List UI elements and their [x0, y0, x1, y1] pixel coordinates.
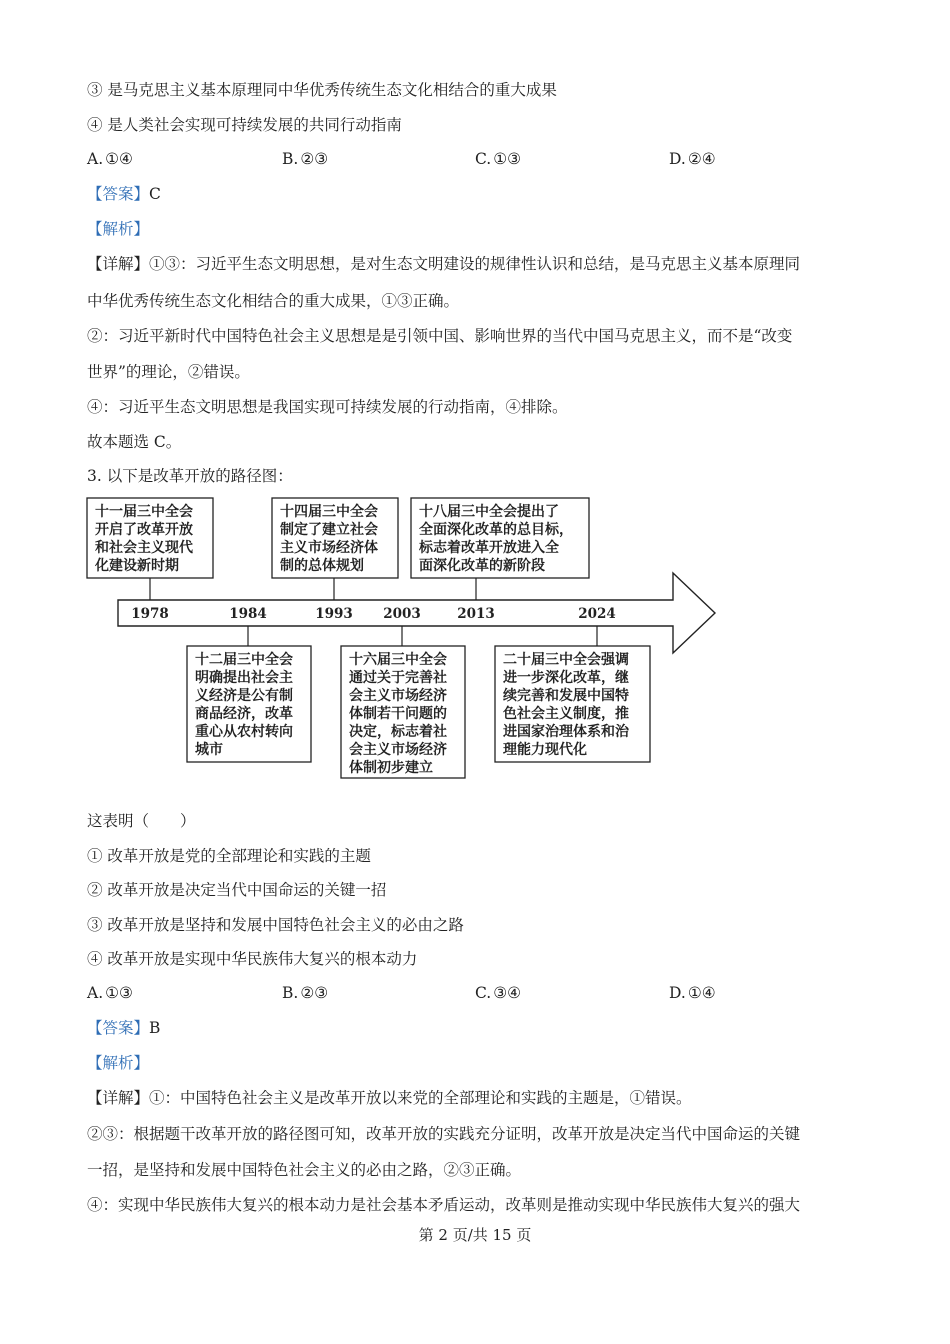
q3-option-d[interactable]: D. ①④ — [669, 984, 716, 1002]
detail-line-1: 【详解】①③：习近平生态文明思想，是对生态文明建设的规律性认识和总结，是马克思主义基本原理同 — [87, 255, 801, 273]
svg-text:开启了改革开放: 开启了改革开放 — [95, 522, 193, 538]
answer-tag: 【答案】 — [87, 185, 150, 203]
option-b[interactable]: B. ②③ — [282, 150, 329, 168]
svg-text:制的总体规划: 制的总体规划 — [280, 558, 364, 574]
option-a[interactable]: A. ①④ — [87, 150, 133, 168]
statement-3: ③ 是马克思主义基本原理同中华优秀传统生态文化相结合的重大成果 — [87, 81, 557, 99]
q3-statement-2: ② 改革开放是决定当代中国命运的关键一招 — [87, 881, 387, 899]
svg-text:化建设新时期: 化建设新时期 — [95, 558, 179, 574]
event-box-2013 — [411, 498, 589, 578]
svg-text:城市: 城市 — [195, 742, 223, 758]
svg-text:会主义市场经济: 会主义市场经济 — [349, 742, 447, 758]
svg-text:续完善和发展中国特: 续完善和发展中国特 — [503, 688, 629, 704]
q3-statement-4: ④ 改革开放是实现中华民族伟大复兴的根本动力 — [87, 950, 418, 968]
event-box-1978 — [87, 498, 213, 578]
svg-text:会主义市场经济: 会主义市场经济 — [349, 688, 447, 704]
option-c[interactable]: C. ①③ — [475, 150, 522, 168]
svg-text:明确提出社会主: 明确提出社会主 — [195, 670, 293, 686]
q3-statement-3: ③ 改革开放是坚持和发展中国特色社会主义的必由之路 — [87, 916, 464, 934]
q3-statement-1: ① 改革开放是党的全部理论和实践的主题 — [87, 847, 371, 865]
q3-option-c[interactable]: C. ③④ — [475, 984, 522, 1002]
detail-line-4: 世界”的理论，②错误。 — [87, 363, 250, 381]
svg-text:面深化改革的新阶段: 面深化改革的新阶段 — [419, 558, 545, 574]
statement-4: ④ 是人类社会实现可持续发展的共同行动指南 — [87, 116, 402, 134]
svg-text:决定，标志着社: 决定，标志着社 — [349, 724, 447, 740]
svg-text:通过关于完善社: 通过关于完善社 — [349, 670, 447, 686]
q3-options — [87, 983, 867, 1003]
year-1993: 1993 — [315, 606, 353, 622]
q3-analysis-tag: 【解析】 — [87, 1054, 150, 1072]
detail-line-6: 故本题选 C。 — [87, 433, 182, 451]
svg-text:主义市场经济体: 主义市场经济体 — [280, 540, 378, 556]
event-box-1984 — [187, 646, 311, 762]
year-2003: 2003 — [383, 606, 421, 622]
svg-text:商品经济，改革: 商品经济，改革 — [195, 706, 293, 722]
q3-detail-line-4: ④：实现中华民族伟大复兴的根本动力是社会基本矛盾运动，改革则是推动实现中华民族伟大复兴的强大 — [87, 1196, 801, 1214]
q3-detail-line-3: 一招，是坚持和发展中国特色社会主义的必由之路，②③正确。 — [87, 1161, 522, 1179]
year-1984: 1984 — [229, 606, 267, 622]
svg-text:十四届三中全会: 十四届三中全会 — [280, 504, 378, 520]
svg-text:和社会主义现代: 和社会主义现代 — [95, 540, 193, 556]
q3-answer-tag: 【答案】 — [87, 1019, 150, 1037]
svg-text:理能力现代化: 理能力现代化 — [503, 742, 587, 758]
svg-text:色社会主义制度，推: 色社会主义制度，推 — [503, 706, 629, 722]
detail-line-3: ②：习近平新时代中国特色社会主义思想是是引领中国、影响世界的当代中国马克思主义，而不是“改变 — [87, 327, 793, 345]
svg-text:制定了建立社会: 制定了建立社会 — [280, 522, 378, 538]
svg-text:体制若干问题的: 体制若干问题的 — [349, 706, 447, 722]
svg-text:进国家治理体系和治: 进国家治理体系和治 — [503, 724, 629, 740]
question-3-stem: 3. 以下是改革开放的路径图： — [87, 467, 293, 485]
year-2024: 2024 — [578, 606, 616, 622]
year-2013: 2013 — [457, 606, 495, 622]
q3-answer-value: B — [149, 1019, 161, 1037]
q3-detail-tag: 【详解】 — [87, 1089, 150, 1107]
answer-value: C — [149, 185, 161, 203]
svg-text:二十届三中全会强调: 二十届三中全会强调 — [503, 652, 629, 668]
q3-option-a[interactable]: A. ①③ — [87, 984, 133, 1002]
svg-text:十二届三中全会: 十二届三中全会 — [195, 652, 293, 668]
detail-line-5: ④：习近平生态文明思想是我国实现可持续发展的行动指南，④排除。 — [87, 398, 568, 416]
svg-text:十六届三中全会: 十六届三中全会 — [349, 652, 447, 668]
svg-text:重心从农村转向: 重心从农村转向 — [195, 724, 293, 740]
svg-text:标志着改革开放进入全: 标志着改革开放进入全 — [419, 540, 559, 556]
svg-text:进一步深化改革，继: 进一步深化改革，继 — [503, 670, 629, 686]
q3-detail-line-2: ②③：根据题干改革开放的路径图可知，改革开放的实践充分证明，改革开放是决定当代中国命运的关键 — [87, 1125, 801, 1143]
svg-text:十一届三中全会: 十一届三中全会 — [95, 504, 193, 520]
event-box-1993 — [272, 498, 398, 578]
event-box-2024 — [495, 646, 650, 762]
question-3-prompt: 这表明（ ） — [87, 812, 196, 830]
svg-text:义经济是公有制: 义经济是公有制 — [195, 688, 293, 704]
option-d[interactable]: D. ②④ — [669, 150, 716, 168]
q3-option-b[interactable]: B. ②③ — [282, 984, 329, 1002]
analysis-tag: 【解析】 — [87, 220, 150, 238]
detail-tag: 【详解】 — [87, 255, 150, 273]
q3-answer-line — [87, 1018, 160, 1038]
svg-text:体制初步建立: 体制初步建立 — [349, 760, 433, 776]
detail-line-2: 中华优秀传统生态文化相结合的重大成果，①③正确。 — [87, 292, 460, 310]
event-box-2003 — [341, 646, 465, 778]
page-footer: 第 2 页/共 15 页 — [418, 1226, 532, 1244]
year-1978: 1978 — [131, 606, 169, 622]
svg-text:十八届三中全会提出了: 十八届三中全会提出了 — [419, 504, 559, 520]
svg-text:全面深化改革的总目标，: 全面深化改革的总目标， — [419, 522, 573, 538]
q3-detail-line-1: 【详解】①：中国特色社会主义是改革开放以来党的全部理论和实践的主题是，①错误。 — [87, 1089, 692, 1107]
